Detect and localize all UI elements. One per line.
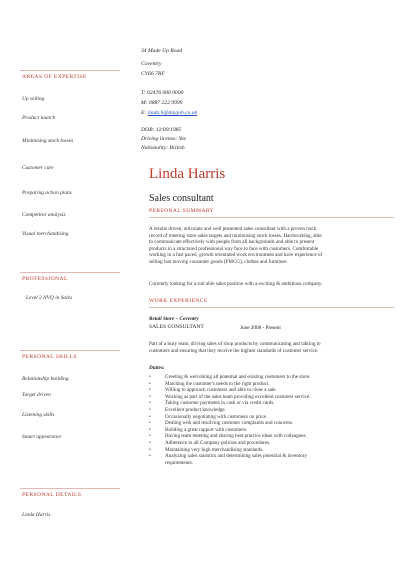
mobile: M: 0887 222 9999 [141, 100, 183, 106]
address-line-2: Coventry [141, 61, 162, 67]
duty-item: • Greeting & welcoming all potential and existing customers to the store. [149, 374, 311, 380]
professional-item: Level 2 NVQ in Sales [26, 295, 73, 301]
bullet-icon: • [149, 426, 151, 433]
duty-item: • Matching the customer's needs to the right product. [149, 380, 270, 387]
expertise-item: Preparing action plans [22, 190, 72, 196]
experience-intro: Part of a busy team, driving sales of shop products by communicating and talking to customers and ensuring that they receive the highest standards of customer service. [149, 341, 321, 354]
employer: Retail Store – Coventry [149, 316, 199, 322]
duty-item: • Having team meeting and sharing best practice ideas with colleagues. [149, 433, 307, 440]
duty-item: • Adherence to all Company policies and procedures. [149, 439, 271, 446]
summary-line: products in a structured professional way face to face with customers. Comfortable [149, 245, 319, 252]
bullet-icon: • [149, 400, 151, 407]
duty-item: • Excellent product knowledge. [149, 406, 226, 413]
duty-item: • Occasionally negotiating with customers on price. [149, 413, 268, 420]
duty-item: • Maintaining very high merchandising standards. [149, 446, 264, 453]
email-row [141, 110, 197, 117]
bullet-icon: • [149, 374, 151, 380]
summary-line: to communicate effectively with people from all backgrounds and able to present [149, 239, 315, 245]
professional-heading: PROFESSIONAL [22, 276, 68, 282]
bullet-icon: • [149, 413, 151, 420]
address-line-1: 34 Made Up Road [141, 48, 183, 54]
divider [20, 70, 120, 71]
summary-line: record of meeting store sales targets and minimising stock losses. Hardworking, able [149, 232, 322, 239]
bullet-icon: • [149, 446, 151, 453]
personal-details-name: Linda Harris [22, 512, 51, 518]
phone: T: 02476 000 0000 [141, 90, 184, 96]
duty-item: • Analyzing sales statistics and determining sales potential & inventory [149, 453, 308, 460]
email-link[interactable]: linda.h@dayjob.co.uk [147, 110, 198, 116]
summary-text [149, 226, 394, 265]
bullet-icon: • [149, 387, 151, 394]
summary-line: working in a fast paced, growth orientated work environment and have experience of [149, 252, 323, 258]
bullet-icon: • [149, 453, 151, 460]
expertise-item: Visual merchandising [22, 231, 69, 237]
nationality: Nationality: British [141, 145, 185, 151]
expertise-item: Up selling [22, 96, 45, 102]
job-role: Sales consultant [149, 193, 214, 204]
skill-item: Relationship building [22, 376, 69, 382]
divider [20, 350, 120, 351]
bullet-icon: • [149, 439, 151, 446]
personal-details-heading: PERSONAL DETAILS [22, 492, 82, 498]
divider [20, 488, 120, 489]
duty-item: • Willing to approach customers and able to close a sale. [149, 387, 277, 394]
duty-item: • Taking customer payments in cash or via credit cards. [149, 400, 275, 407]
expertise-item: Customer care [22, 165, 54, 171]
duty-item: • Dealing with and resolving customer complaints and concerns. [149, 420, 294, 427]
duty-item-wrap: requirements. [165, 459, 193, 466]
summary-looking: Currently looking for a suit able sales position with a exciting & ambitious company. [149, 281, 323, 287]
bullet-icon: • [149, 420, 151, 427]
skill-item: Target driven [22, 392, 51, 398]
duty-item: • Building a great rapport with customers. [149, 426, 248, 433]
full-name: Linda Harris [149, 166, 226, 182]
expertise-item: Minimising stock losses [22, 138, 74, 144]
experience-heading: WORK EXPERIENCE [149, 298, 208, 304]
summary-line: A results driven, articulate and well presented sales consultant with a proven track [149, 226, 317, 232]
email-prefix: E: [141, 110, 147, 116]
job-title: SALES CONSULTANT [149, 324, 204, 330]
skills-heading: PERSONAL SKILLS [22, 354, 78, 360]
summary-heading: PERSONAL SUMMARY [149, 208, 215, 214]
duties-list [149, 374, 311, 466]
divider [149, 217, 394, 218]
expertise-item: Product launch [22, 115, 56, 121]
skill-item: Listening skills [22, 412, 55, 418]
address-line-3: CV66 7RF [141, 71, 165, 77]
divider [20, 272, 120, 273]
dob: DOB: 12/09/1985 [141, 127, 182, 133]
duties-label: Duties: [149, 365, 165, 371]
bullet-icon: • [149, 393, 151, 400]
expertise-heading: AREAS OF EXPERTISE [22, 74, 87, 80]
driving-license: Driving license: Yes [141, 136, 186, 142]
bullet-icon: • [149, 433, 151, 440]
duty-item: • Working as part of the sales team providing excellent customer service. [149, 393, 311, 400]
bullet-icon: • [149, 380, 151, 387]
job-dates: June 2008 - Present [240, 325, 281, 331]
skill-item: Smart appearance [22, 434, 62, 440]
bullet-icon: • [149, 406, 151, 413]
divider [149, 307, 394, 308]
summary-line: selling fast moving consumer goods (FMCG), clothes and furniture. [149, 258, 288, 265]
expertise-item: Competitor analysis [22, 212, 66, 218]
